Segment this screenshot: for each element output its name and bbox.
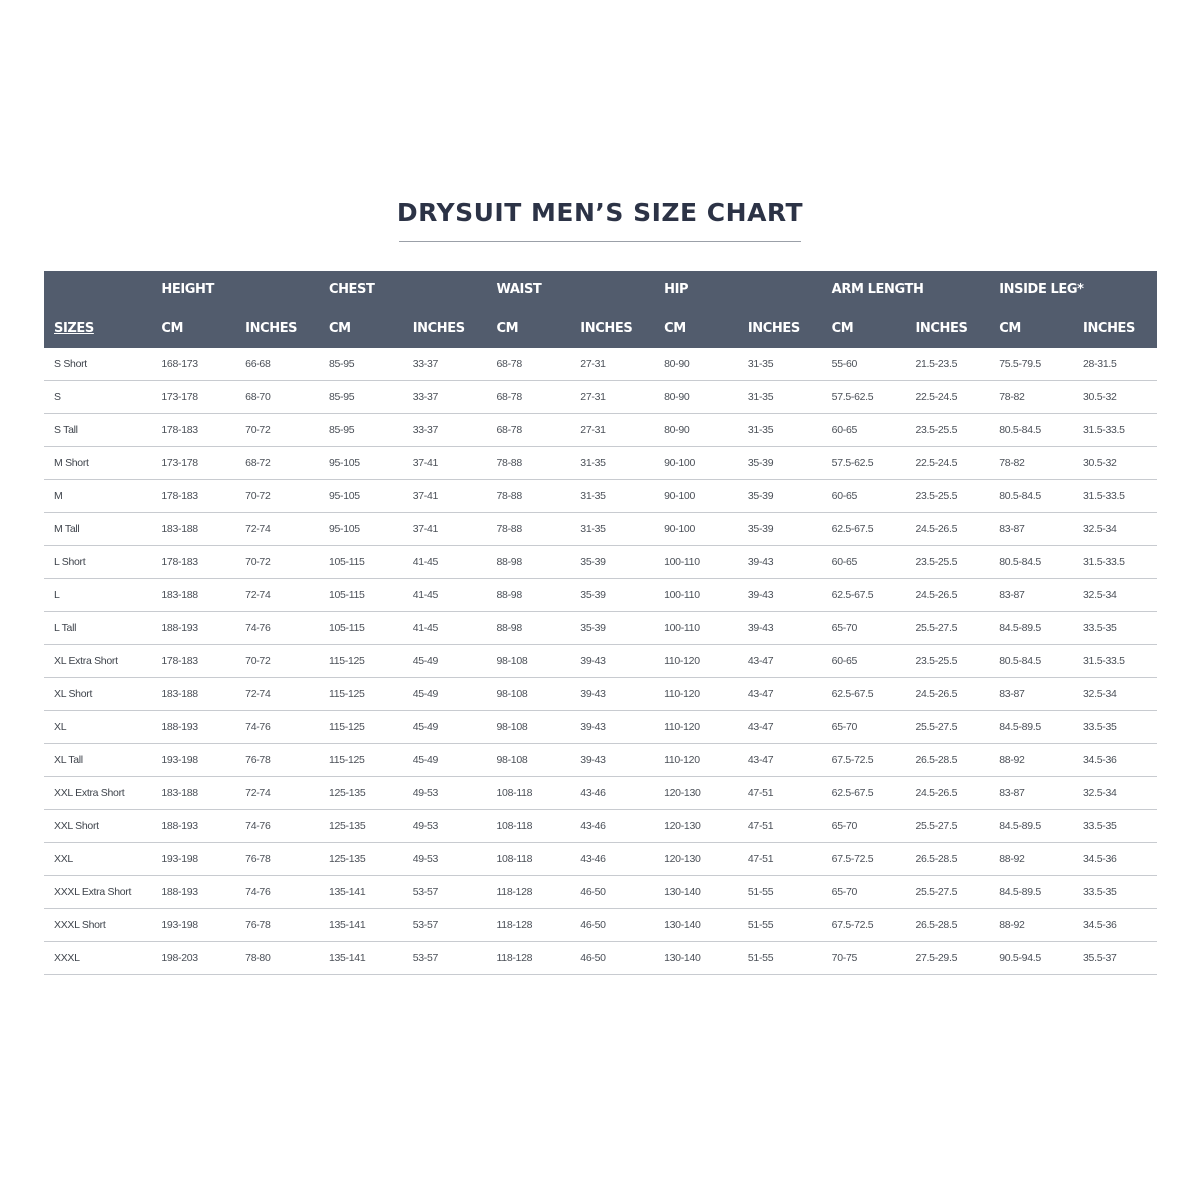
measurement-cell: 39-43 [570,744,654,777]
measurement-cell: 125-135 [319,810,403,843]
measurement-cell: 75.5-79.5 [989,348,1073,381]
measurement-cell: 35-39 [738,513,822,546]
measurement-cell: 98-108 [487,744,571,777]
table-row [44,843,1157,876]
measurement-cell: 90-100 [654,447,738,480]
measurement-cell: 118-128 [487,942,571,975]
header-group-arm-length: ARM LENGTH [822,271,990,308]
measurement-cell: 85-95 [319,348,403,381]
measurement-cell: 135-141 [319,942,403,975]
measurement-cell: 39-43 [738,612,822,645]
measurement-cell: 72-74 [235,777,319,810]
measurement-cell: 80.5-84.5 [989,480,1073,513]
measurement-cell: 45-49 [403,711,487,744]
measurement-cell: 66-68 [235,348,319,381]
measurement-cell: 62.5-67.5 [822,579,906,612]
table-row [44,810,1157,843]
table-header [44,271,1157,348]
table-row [44,678,1157,711]
measurement-cell: 65-70 [822,711,906,744]
measurement-cell: 33-37 [403,414,487,447]
measurement-cell: 74-76 [235,810,319,843]
measurement-cell: 72-74 [235,579,319,612]
measurement-cell: 49-53 [403,777,487,810]
measurement-cell: 68-78 [487,414,571,447]
measurement-cell: 47-51 [738,810,822,843]
measurement-cell: 35-39 [570,612,654,645]
size-cell: XXL Extra Short [44,777,151,810]
size-cell: S Short [44,348,151,381]
header-group-height: HEIGHT [151,271,319,308]
measurement-cell: 110-120 [654,744,738,777]
measurement-cell: 46-50 [570,876,654,909]
measurement-cell: 120-130 [654,810,738,843]
measurement-cell: 41-45 [403,546,487,579]
measurement-cell: 33.5-35 [1073,876,1157,909]
measurement-cell: 110-120 [654,711,738,744]
measurement-cell: 168-173 [151,348,235,381]
measurement-cell: 26.5-28.5 [905,843,989,876]
measurement-cell: 62.5-67.5 [822,777,906,810]
measurement-cell: 178-183 [151,645,235,678]
table-row [44,612,1157,645]
measurement-cell: 31-35 [738,381,822,414]
measurement-cell: 115-125 [319,744,403,777]
measurement-cell: 193-198 [151,909,235,942]
measurement-cell: 53-57 [403,909,487,942]
measurement-cell: 95-105 [319,480,403,513]
measurement-cell: 80.5-84.5 [989,546,1073,579]
measurement-cell: 120-130 [654,777,738,810]
measurement-cell: 31-35 [738,414,822,447]
measurement-cell: 23.5-25.5 [905,480,989,513]
table-row [44,381,1157,414]
measurement-cell: 33.5-35 [1073,711,1157,744]
measurement-cell: 88-98 [487,579,571,612]
measurement-cell: 46-50 [570,942,654,975]
header-group-inside-leg: INSIDE LEG* [989,271,1157,308]
measurement-cell: 39-43 [738,546,822,579]
measurement-cell: 115-125 [319,678,403,711]
measurement-cell: 74-76 [235,876,319,909]
measurement-cell: 31.5-33.5 [1073,645,1157,678]
header-unit-inches: INCHES [403,308,487,348]
measurement-cell: 26.5-28.5 [905,744,989,777]
measurement-cell: 125-135 [319,843,403,876]
measurement-cell: 78-82 [989,447,1073,480]
measurement-cell: 55-60 [822,348,906,381]
measurement-cell: 47-51 [738,777,822,810]
header-group-chest: CHEST [319,271,487,308]
measurement-cell: 67.5-72.5 [822,909,906,942]
measurement-cell: 51-55 [738,909,822,942]
measurement-cell: 35.5-37 [1073,942,1157,975]
measurement-cell: 34.5-36 [1073,909,1157,942]
header-unit-inches: INCHES [1073,308,1157,348]
measurement-cell: 105-115 [319,546,403,579]
table-row [44,942,1157,975]
measurement-cell: 70-72 [235,480,319,513]
measurement-cell: 37-41 [403,513,487,546]
measurement-cell: 68-72 [235,447,319,480]
measurement-cell: 90-100 [654,513,738,546]
measurement-cell: 78-88 [487,480,571,513]
measurement-cell: 21.5-23.5 [905,348,989,381]
measurement-cell: 100-110 [654,546,738,579]
measurement-cell: 39-43 [570,678,654,711]
size-cell: L Short [44,546,151,579]
measurement-cell: 183-188 [151,579,235,612]
size-cell: XL Tall [44,744,151,777]
measurement-cell: 25.5-27.5 [905,876,989,909]
measurement-cell: 35-39 [570,546,654,579]
measurement-cell: 39-43 [570,645,654,678]
measurement-cell: 43-47 [738,711,822,744]
table-row [44,876,1157,909]
size-cell: S [44,381,151,414]
measurement-cell: 135-141 [319,876,403,909]
measurement-cell: 125-135 [319,777,403,810]
table-row [44,480,1157,513]
measurement-cell: 130-140 [654,942,738,975]
measurement-cell: 193-198 [151,744,235,777]
measurement-cell: 110-120 [654,678,738,711]
measurement-cell: 88-98 [487,546,571,579]
measurement-cell: 31-35 [570,513,654,546]
table-row [44,414,1157,447]
measurement-cell: 105-115 [319,612,403,645]
measurement-cell: 23.5-25.5 [905,645,989,678]
header-group-hip: HIP [654,271,822,308]
measurement-cell: 37-41 [403,447,487,480]
measurement-cell: 23.5-25.5 [905,546,989,579]
measurement-cell: 24.5-26.5 [905,579,989,612]
size-cell: L Tall [44,612,151,645]
measurement-cell: 32.5-34 [1073,513,1157,546]
measurement-cell: 25.5-27.5 [905,810,989,843]
measurement-cell: 30.5-32 [1073,381,1157,414]
measurement-cell: 173-178 [151,447,235,480]
measurement-cell: 70-75 [822,942,906,975]
measurement-cell: 85-95 [319,381,403,414]
header-group-waist: WAIST [487,271,655,308]
measurement-cell: 80-90 [654,348,738,381]
size-cell: M Tall [44,513,151,546]
measurement-cell: 70-72 [235,645,319,678]
measurement-cell: 27-31 [570,348,654,381]
measurement-cell: 34.5-36 [1073,744,1157,777]
measurement-cell: 35-39 [570,579,654,612]
header-unit-cm: CM [822,308,906,348]
measurement-cell: 108-118 [487,843,571,876]
measurement-cell: 80.5-84.5 [989,414,1073,447]
measurement-cell: 188-193 [151,810,235,843]
measurement-cell: 72-74 [235,513,319,546]
measurement-cell: 178-183 [151,546,235,579]
table-row [44,546,1157,579]
size-cell: XXL Short [44,810,151,843]
header-unit-cm: CM [654,308,738,348]
measurement-cell: 43-47 [738,645,822,678]
measurement-cell: 83-87 [989,678,1073,711]
measurement-cell: 88-92 [989,909,1073,942]
measurement-cell: 88-98 [487,612,571,645]
measurement-cell: 173-178 [151,381,235,414]
measurement-cell: 30.5-32 [1073,447,1157,480]
measurement-cell: 74-76 [235,711,319,744]
measurement-cell: 78-88 [487,513,571,546]
measurement-cell: 46-50 [570,909,654,942]
header-unit-row [44,308,1157,348]
measurement-cell: 76-78 [235,909,319,942]
header-unit-cm: CM [989,308,1073,348]
measurement-cell: 41-45 [403,579,487,612]
measurement-cell: 34.5-36 [1073,843,1157,876]
table-body [44,348,1157,975]
header-unit-inches: INCHES [235,308,319,348]
header-unit-inches: INCHES [738,308,822,348]
measurement-cell: 118-128 [487,909,571,942]
measurement-cell: 95-105 [319,513,403,546]
measurement-cell: 118-128 [487,876,571,909]
measurement-cell: 83-87 [989,777,1073,810]
measurement-cell: 28-31.5 [1073,348,1157,381]
size-cell: XXXL [44,942,151,975]
table-row [44,909,1157,942]
measurement-cell: 188-193 [151,876,235,909]
measurement-cell: 24.5-26.5 [905,513,989,546]
measurement-cell: 27-31 [570,381,654,414]
measurement-cell: 24.5-26.5 [905,678,989,711]
measurement-cell: 60-65 [822,546,906,579]
measurement-cell: 98-108 [487,678,571,711]
measurement-cell: 110-120 [654,645,738,678]
measurement-cell: 80-90 [654,381,738,414]
measurement-cell: 49-53 [403,843,487,876]
measurement-cell: 57.5-62.5 [822,447,906,480]
size-cell: L [44,579,151,612]
measurement-cell: 27.5-29.5 [905,942,989,975]
measurement-cell: 43-46 [570,810,654,843]
measurement-cell: 62.5-67.5 [822,678,906,711]
measurement-cell: 84.5-89.5 [989,810,1073,843]
measurement-cell: 78-88 [487,447,571,480]
measurement-cell: 31-35 [570,447,654,480]
measurement-cell: 70-72 [235,546,319,579]
measurement-cell: 27-31 [570,414,654,447]
size-cell: XL Short [44,678,151,711]
measurement-cell: 105-115 [319,579,403,612]
measurement-cell: 37-41 [403,480,487,513]
header-sizes: SIZES [44,308,151,348]
measurement-cell: 31.5-33.5 [1073,546,1157,579]
measurement-cell: 78-80 [235,942,319,975]
measurement-cell: 76-78 [235,744,319,777]
measurement-cell: 60-65 [822,414,906,447]
table-row [44,513,1157,546]
size-cell: XXXL Extra Short [44,876,151,909]
measurement-cell: 33.5-35 [1073,612,1157,645]
header-unit-cm: CM [151,308,235,348]
measurement-cell: 32.5-34 [1073,678,1157,711]
measurement-cell: 188-193 [151,711,235,744]
measurement-cell: 98-108 [487,645,571,678]
table-row [44,645,1157,678]
measurement-cell: 68-78 [487,348,571,381]
measurement-cell: 47-51 [738,843,822,876]
measurement-cell: 115-125 [319,711,403,744]
measurement-cell: 67.5-72.5 [822,843,906,876]
measurement-cell: 98-108 [487,711,571,744]
title-underline [399,241,801,242]
page-title: DRYSUIT MEN’S SIZE CHART [396,198,804,227]
measurement-cell: 39-43 [570,711,654,744]
measurement-cell: 33-37 [403,348,487,381]
measurement-cell: 49-53 [403,810,487,843]
size-cell: XXXL Short [44,909,151,942]
measurement-cell: 24.5-26.5 [905,777,989,810]
header-unit-inches: INCHES [570,308,654,348]
measurement-cell: 31-35 [570,480,654,513]
size-cell: XXL [44,843,151,876]
measurement-cell: 45-49 [403,678,487,711]
measurement-cell: 32.5-34 [1073,579,1157,612]
measurement-cell: 45-49 [403,744,487,777]
table-row [44,711,1157,744]
measurement-cell: 83-87 [989,579,1073,612]
measurement-cell: 78-82 [989,381,1073,414]
measurement-cell: 43-47 [738,678,822,711]
measurement-cell: 43-47 [738,744,822,777]
measurement-cell: 43-46 [570,843,654,876]
measurement-cell: 135-141 [319,909,403,942]
measurement-cell: 68-78 [487,381,571,414]
measurement-cell: 83-87 [989,513,1073,546]
measurement-cell: 108-118 [487,810,571,843]
measurement-cell: 90-100 [654,480,738,513]
measurement-cell: 88-92 [989,744,1073,777]
measurement-cell: 67.5-72.5 [822,744,906,777]
measurement-cell: 39-43 [738,579,822,612]
measurement-cell: 100-110 [654,612,738,645]
measurement-cell: 68-70 [235,381,319,414]
measurement-cell: 31.5-33.5 [1073,414,1157,447]
measurement-cell: 183-188 [151,777,235,810]
measurement-cell: 84.5-89.5 [989,876,1073,909]
measurement-cell: 88-92 [989,843,1073,876]
measurement-cell: 178-183 [151,414,235,447]
size-cell: S Tall [44,414,151,447]
measurement-cell: 31.5-33.5 [1073,480,1157,513]
measurement-cell: 60-65 [822,480,906,513]
measurement-cell: 115-125 [319,645,403,678]
measurement-cell: 84.5-89.5 [989,612,1073,645]
measurement-cell: 53-57 [403,942,487,975]
measurement-cell: 90.5-94.5 [989,942,1073,975]
measurement-cell: 26.5-28.5 [905,909,989,942]
header-unit-inches: INCHES [905,308,989,348]
measurement-cell: 130-140 [654,876,738,909]
measurement-cell: 74-76 [235,612,319,645]
measurement-cell: 80-90 [654,414,738,447]
size-cell: M Short [44,447,151,480]
measurement-cell: 53-57 [403,876,487,909]
measurement-cell: 188-193 [151,612,235,645]
size-cell: XL [44,711,151,744]
measurement-cell: 65-70 [822,612,906,645]
measurement-cell: 100-110 [654,579,738,612]
measurement-cell: 35-39 [738,447,822,480]
measurement-cell: 33-37 [403,381,487,414]
table-row [44,579,1157,612]
measurement-cell: 80.5-84.5 [989,645,1073,678]
measurement-cell: 33.5-35 [1073,810,1157,843]
measurement-cell: 95-105 [319,447,403,480]
measurement-cell: 23.5-25.5 [905,414,989,447]
measurement-cell: 57.5-62.5 [822,381,906,414]
measurement-cell: 35-39 [738,480,822,513]
table-row [44,447,1157,480]
table-row [44,777,1157,810]
measurement-cell: 51-55 [738,942,822,975]
size-cell: M [44,480,151,513]
measurement-cell: 76-78 [235,843,319,876]
measurement-cell: 84.5-89.5 [989,711,1073,744]
header-corner [44,271,151,308]
measurement-cell: 22.5-24.5 [905,447,989,480]
measurement-cell: 22.5-24.5 [905,381,989,414]
measurement-cell: 25.5-27.5 [905,612,989,645]
measurement-cell: 198-203 [151,942,235,975]
measurement-cell: 130-140 [654,909,738,942]
measurement-cell: 25.5-27.5 [905,711,989,744]
measurement-cell: 85-95 [319,414,403,447]
size-cell: XL Extra Short [44,645,151,678]
measurement-cell: 43-46 [570,777,654,810]
measurement-cell: 45-49 [403,645,487,678]
header-unit-cm: CM [487,308,571,348]
measurement-cell: 62.5-67.5 [822,513,906,546]
measurement-cell: 108-118 [487,777,571,810]
measurement-cell: 120-130 [654,843,738,876]
table-row [44,744,1157,777]
measurement-cell: 65-70 [822,810,906,843]
header-unit-cm: CM [319,308,403,348]
measurement-cell: 193-198 [151,843,235,876]
measurement-cell: 51-55 [738,876,822,909]
measurement-cell: 178-183 [151,480,235,513]
size-chart-table [44,271,1157,975]
measurement-cell: 32.5-34 [1073,777,1157,810]
measurement-cell: 60-65 [822,645,906,678]
table-row [44,348,1157,381]
measurement-cell: 31-35 [738,348,822,381]
measurement-cell: 72-74 [235,678,319,711]
measurement-cell: 41-45 [403,612,487,645]
header-group-row [44,271,1157,308]
measurement-cell: 70-72 [235,414,319,447]
measurement-cell: 183-188 [151,513,235,546]
measurement-cell: 65-70 [822,876,906,909]
measurement-cell: 183-188 [151,678,235,711]
